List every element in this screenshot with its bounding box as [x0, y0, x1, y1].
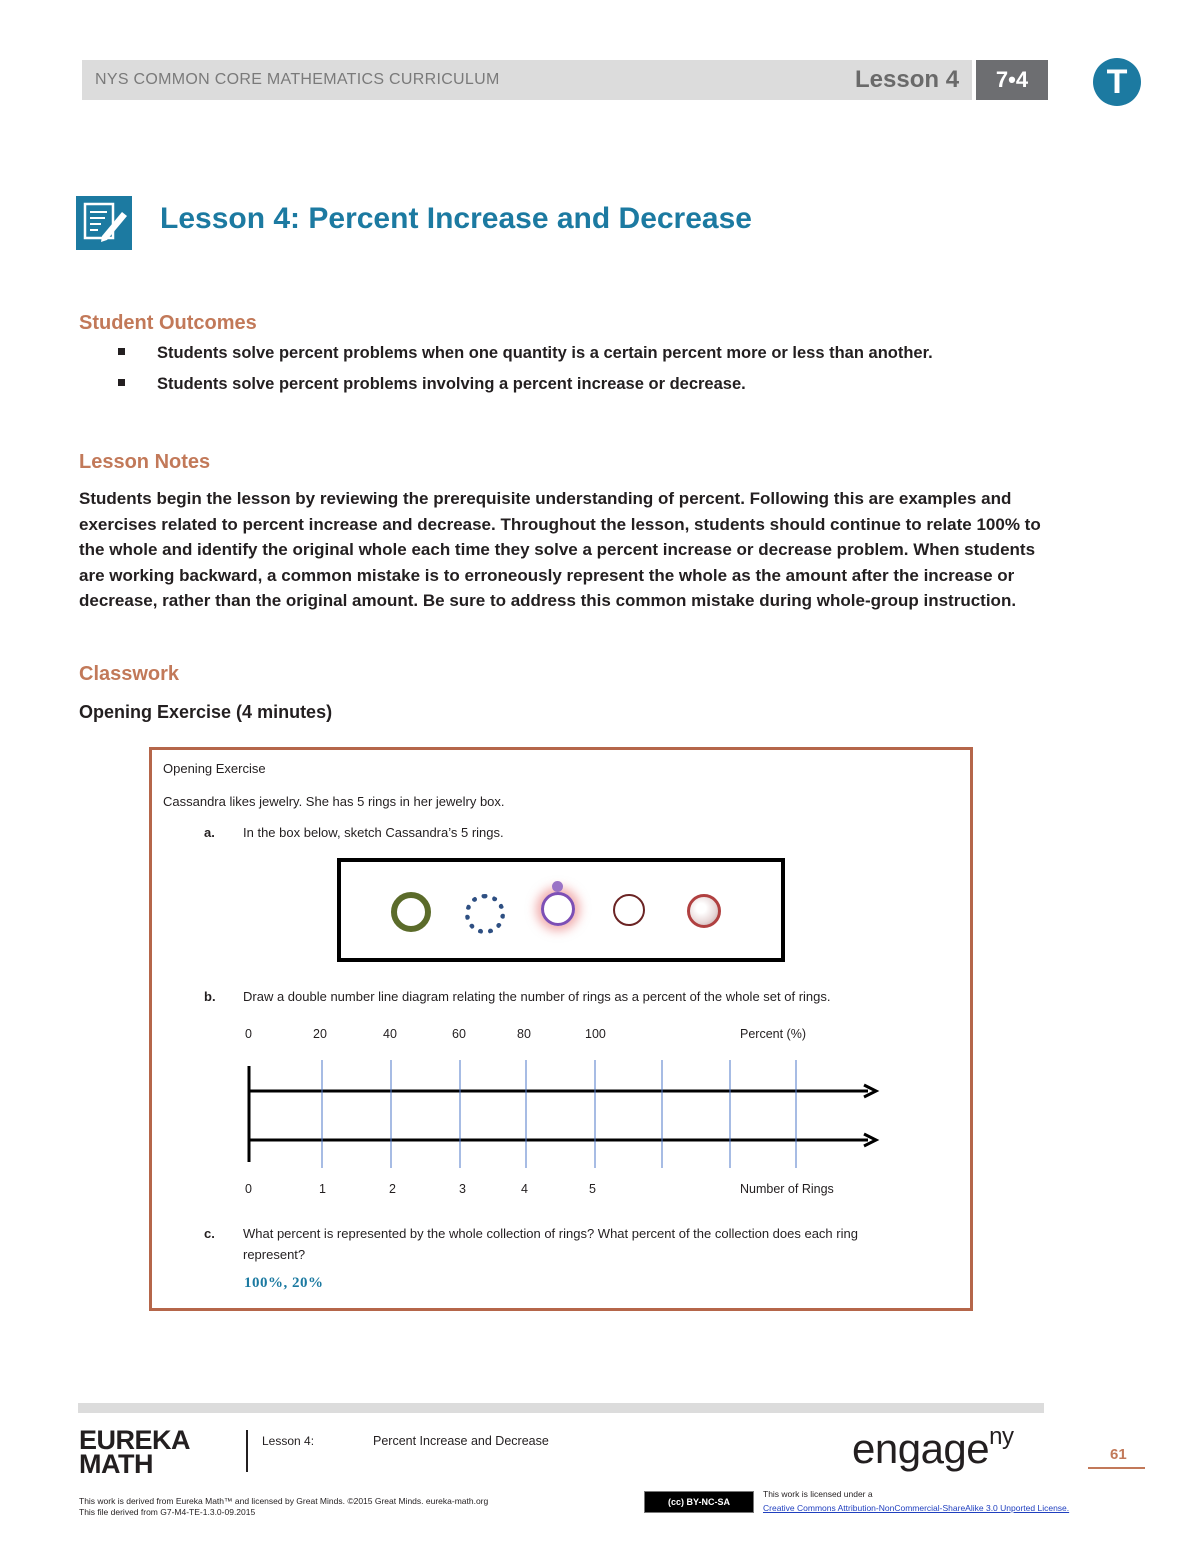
percent-axis-label: Percent (%) — [740, 1027, 806, 1041]
rings-axis-label: Number of Rings — [740, 1182, 834, 1196]
license-link[interactable]: Creative Commons Attribution-NonCommercial-ShareAlike 3.0 Unported License. — [763, 1503, 1070, 1513]
ring-pearl-icon — [687, 894, 721, 928]
ring-tick-label: 4 — [521, 1182, 528, 1196]
percent-tick-label: 60 — [452, 1027, 466, 1041]
bullet-icon — [118, 379, 125, 386]
percent-tick-label: 0 — [245, 1027, 252, 1041]
ring-brown-icon — [613, 894, 645, 926]
ring-tick-label: 3 — [459, 1182, 466, 1196]
lesson-notes-heading: Lesson Notes — [79, 451, 211, 473]
footer-lesson-label: Lesson 4: — [262, 1434, 315, 1448]
exercise-title: Opening Exercise — [163, 761, 266, 776]
percent-tick-label: 100 — [585, 1027, 606, 1041]
percent-tick-label: 40 — [383, 1027, 397, 1041]
bullet-icon — [118, 348, 125, 355]
part-b-text: Draw a double number line diagram relating the number of rings as a percent of the whole set of rings. — [243, 989, 831, 1004]
percent-tick-label: 80 — [517, 1027, 531, 1041]
footer-divider — [246, 1430, 248, 1472]
header-lesson: Lesson 4 — [855, 66, 960, 93]
credit-line: This work is derived from Eureka Math™ and licensed by Great Minds. ©2015 Great Minds. eureka-math.org — [79, 1496, 489, 1506]
eureka-math-logo: EUREKA MATH — [79, 1425, 191, 1479]
part-b-label: b. — [204, 989, 216, 1004]
ring-tick-label: 5 — [589, 1182, 596, 1196]
exercise-intro: Cassandra likes jewelry. She has 5 rings in her jewelry box. — [163, 794, 505, 809]
notepad-pencil-icon — [76, 196, 132, 250]
footer-lesson-title: Percent Increase and Decrease — [373, 1434, 549, 1448]
outcome-item: Students solve percent problems involving a percent increase or decrease. — [118, 375, 746, 394]
ring-gem-icon — [552, 881, 563, 892]
ring-dotted-blue-icon — [465, 894, 505, 934]
license-intro: This work is licensed under a — [763, 1489, 873, 1499]
classwork-heading: Classwork — [79, 663, 180, 685]
part-c-label: c. — [204, 1226, 215, 1241]
teacher-badge: T — [1093, 58, 1141, 106]
outcome-item: Students solve percent problems when one quantity is a certain percent more or less than another. — [118, 344, 933, 363]
page-number-underline — [1088, 1467, 1145, 1469]
lesson-notes-text: Students begin the lesson by reviewing the prerequisite understanding of percent. Following this are examples and exercises related to percent increase and decrease. Throughout the lesson, students should continue to relate 100% to the whole and identify the original whole each time they solve a percent increase or decrease problem. When students are working backward, a common mistake is to erroneously represent the whole as the amount after the increase or decrease, rather than the original amount. Be sure to address this common mistake during whole-group instruction. — [79, 489, 1041, 611]
part-c-answer: 100%, 20% — [244, 1275, 324, 1291]
ring-tick-label: 0 — [245, 1182, 252, 1196]
part-c-text: What percent is represented by the whole collection of rings? What percent of the collection does each ring — [243, 1226, 858, 1241]
module-badge: 7•4 — [976, 60, 1048, 100]
percent-tick-label: 20 — [313, 1027, 327, 1041]
rings-sketch-box — [337, 858, 785, 962]
engageny-logo: engage$^{ny}$ — [852, 1423, 1014, 1472]
part-c-text-cont: represent? — [243, 1247, 306, 1262]
ring-tick-label: 1 — [319, 1182, 326, 1196]
footer-bar — [78, 1403, 1044, 1413]
curriculum-title: NYS COMMON CORE MATHEMATICS CURRICULUM — [95, 71, 500, 88]
part-a-label: a. — [204, 825, 215, 840]
ring-purple-icon — [541, 892, 575, 926]
page-title: Lesson 4: Percent Increase and Decrease — [160, 202, 752, 235]
ring-tick-label: 2 — [389, 1182, 396, 1196]
page-number: 61 — [1110, 1446, 1127, 1463]
opening-exercise-heading: Opening Exercise (4 minutes) — [79, 702, 333, 722]
file-derived-line: This file derived from G7-M4-TE-1.3.0-09.2015 — [79, 1507, 256, 1517]
student-outcomes-heading: Student Outcomes — [79, 312, 257, 334]
double-number-line — [240, 1058, 890, 1168]
ring-green-icon — [391, 892, 431, 932]
cc-license-badge[interactable]: (cc) BY-NC-SA — [644, 1491, 754, 1513]
part-a-text: In the box below, sketch Cassandra’s 5 rings. — [243, 825, 504, 840]
